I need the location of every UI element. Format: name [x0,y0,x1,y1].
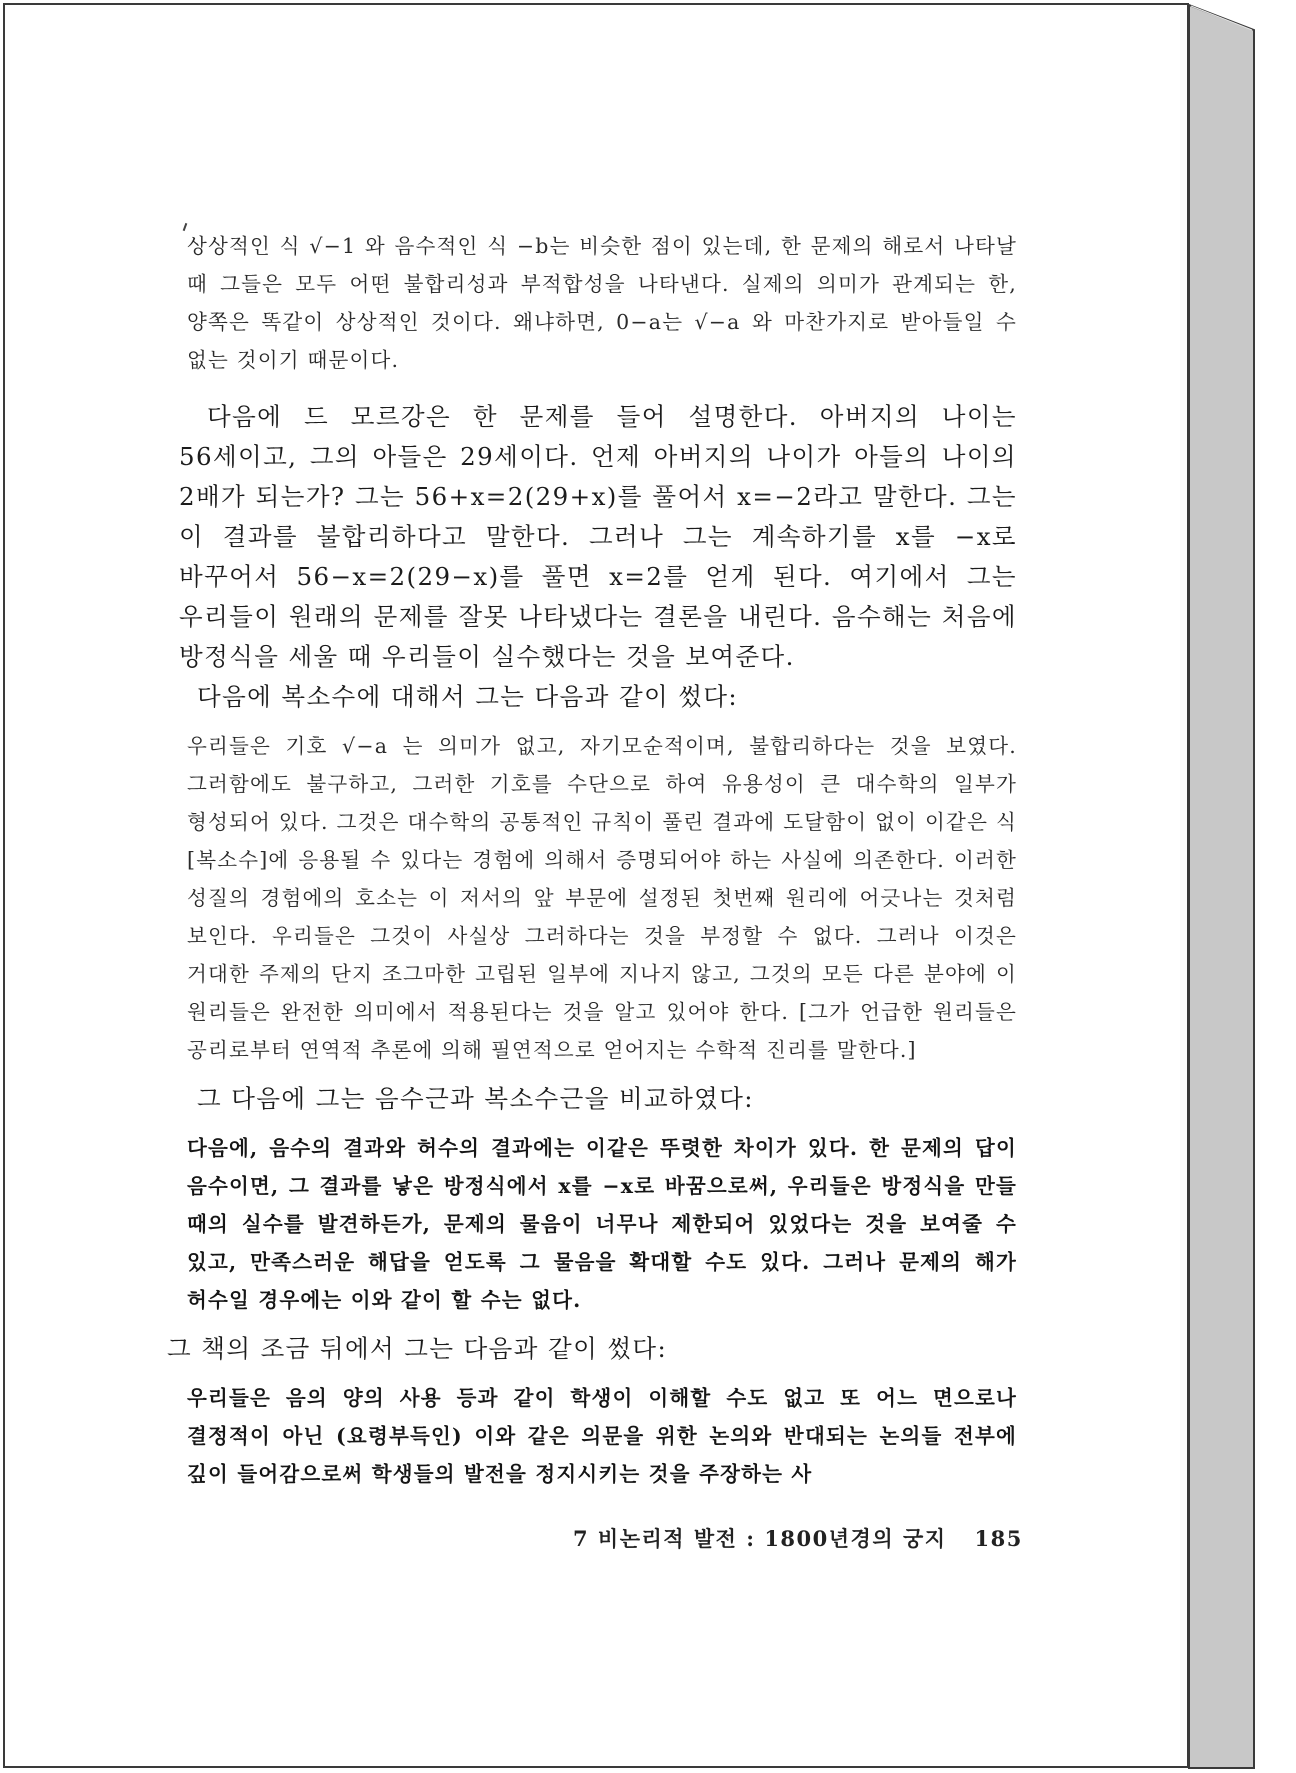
lead-compare-roots: 그 다음에 그는 음수근과 복소수근을 비교하였다: [197,1084,754,1113]
lead-complex-numbers: 다음에 복소수에 대해서 그는 다음과 같이 썼다: [197,682,739,711]
quote-complex-symbol: 우리들은 기호 √−a 는 의미가 없고, 자기모순적이며, 불합리하다는 것을 보였다. 그러함에도 불구하고, 그러한 기호를 수단으로 하여 유용성이 큰 대수학의 일부가 형성되어 있다. 그것은 대수학의 공통적인 규칙이 풀린 결과에 도달함이 없이 이같은 식 [복소수]에 응용될 수 있다는 경험에 의해서 증명되어야 하는 사실에 의존한다. 이러한 성질의 경험에의 호소는 이 저서의 앞 부문에 설정된 첫번째 원리에 어긋나는 것처럼 보인다. 우리들은 그것이 사실상 그러하다는 것을 부정할 수 없다. 그러나 이것은 거대한 주제의 단지 조그마한 고립된 일부에 지나지 않고, 그것의 모든 다른 분야에 이 원리들은 완전한 의미에서 적용된다는 것을 알고 있어야 한다. [그가 언급한 원리들은 공리로부터 연역적 추론에 의해 필연적으로 얻어지는 수학적 진리를 말한다.] [187,734,1017,1062]
page-text-area [167,227,1017,1493]
page-footer [573,1523,1023,1553]
quote-student-progress: 우리들은 음의 양의 사용 등과 같이 학생이 이해할 수도 없고 또 어느 면으로나 결정적이 아닌 (요령부득인) 이와 같은 의문을 위한 논의와 반대되는 논의들 전부에 깊이 들어감으로써 학생들의 발전을 정지시키는 것을 주장하는 사 [187,1386,1017,1486]
paragraph-de-morgan-example: 다음에 드 모르강은 한 문제를 들어 설명한다. 아버지의 나이는 56세이고, 그의 아들은 29세이다. 언제 아버지의 나이가 아들의 나이의 2배가 되는가? 그는 56+x=2(29+x)를 풀어서 x=−2라고 말한다. 그는 이 결과를 불합리하다고 말한다. 그러나 그는 계속하기를 x를 −x로 바꾸어서 56−x=2(29−x)를 풀면 x=2를 얻게 된다. 여기에서 그는 우리들이 원래의 문제를 잘못 나타냈다는 결론을 내린다. 음수해는 처음에 방정식을 세울 때 우리들이 실수했다는 것을 보여준다. [179,402,1017,671]
quote-negative-vs-imaginary-results: 다음에, 음수의 결과와 허수의 결과에는 이같은 뚜렷한 차이가 있다. 한 문제의 답이 음수이면, 그 결과를 낳은 방정식에서 x를 −x로 바꿈으로써, 우리들은 방정식을 만들 때의 실수를 발견하든가, 문제의 물음이 너무나 제한되어 있었다는 것을 보여줄 수 있고, 만족스러운 해답을 얻도록 그 물음을 확대할 수도 있다. 그러나 문제의 해가 허수일 경우에는 이와 같이 할 수는 없다. [187,1136,1017,1312]
book-page [3,3,1189,1768]
lead-later-in-book: 그 책의 조금 뒤에서 그는 다음과 같이 썼다: [167,1334,668,1363]
page-number: 185 [974,1526,1023,1551]
quote-imaginary-vs-negative: 상상적인 식 √−1 와 음수적인 식 −b는 비슷한 점이 있는데, 한 문제의 해로서 나타날 때 그들은 모두 어떤 불합리성과 부적합성을 나타낸다. 실제의 의미가 관계되는 한, 양쪽은 똑같이 상상적인 것이다. 왜냐하면, 0−a는 √−a 와 마찬가지로 받아들일 수 없는 것이기 때문이다. [187,234,1017,372]
running-footer-title: 7 비논리적 발전 : 1800년경의 궁지 [573,1526,947,1551]
